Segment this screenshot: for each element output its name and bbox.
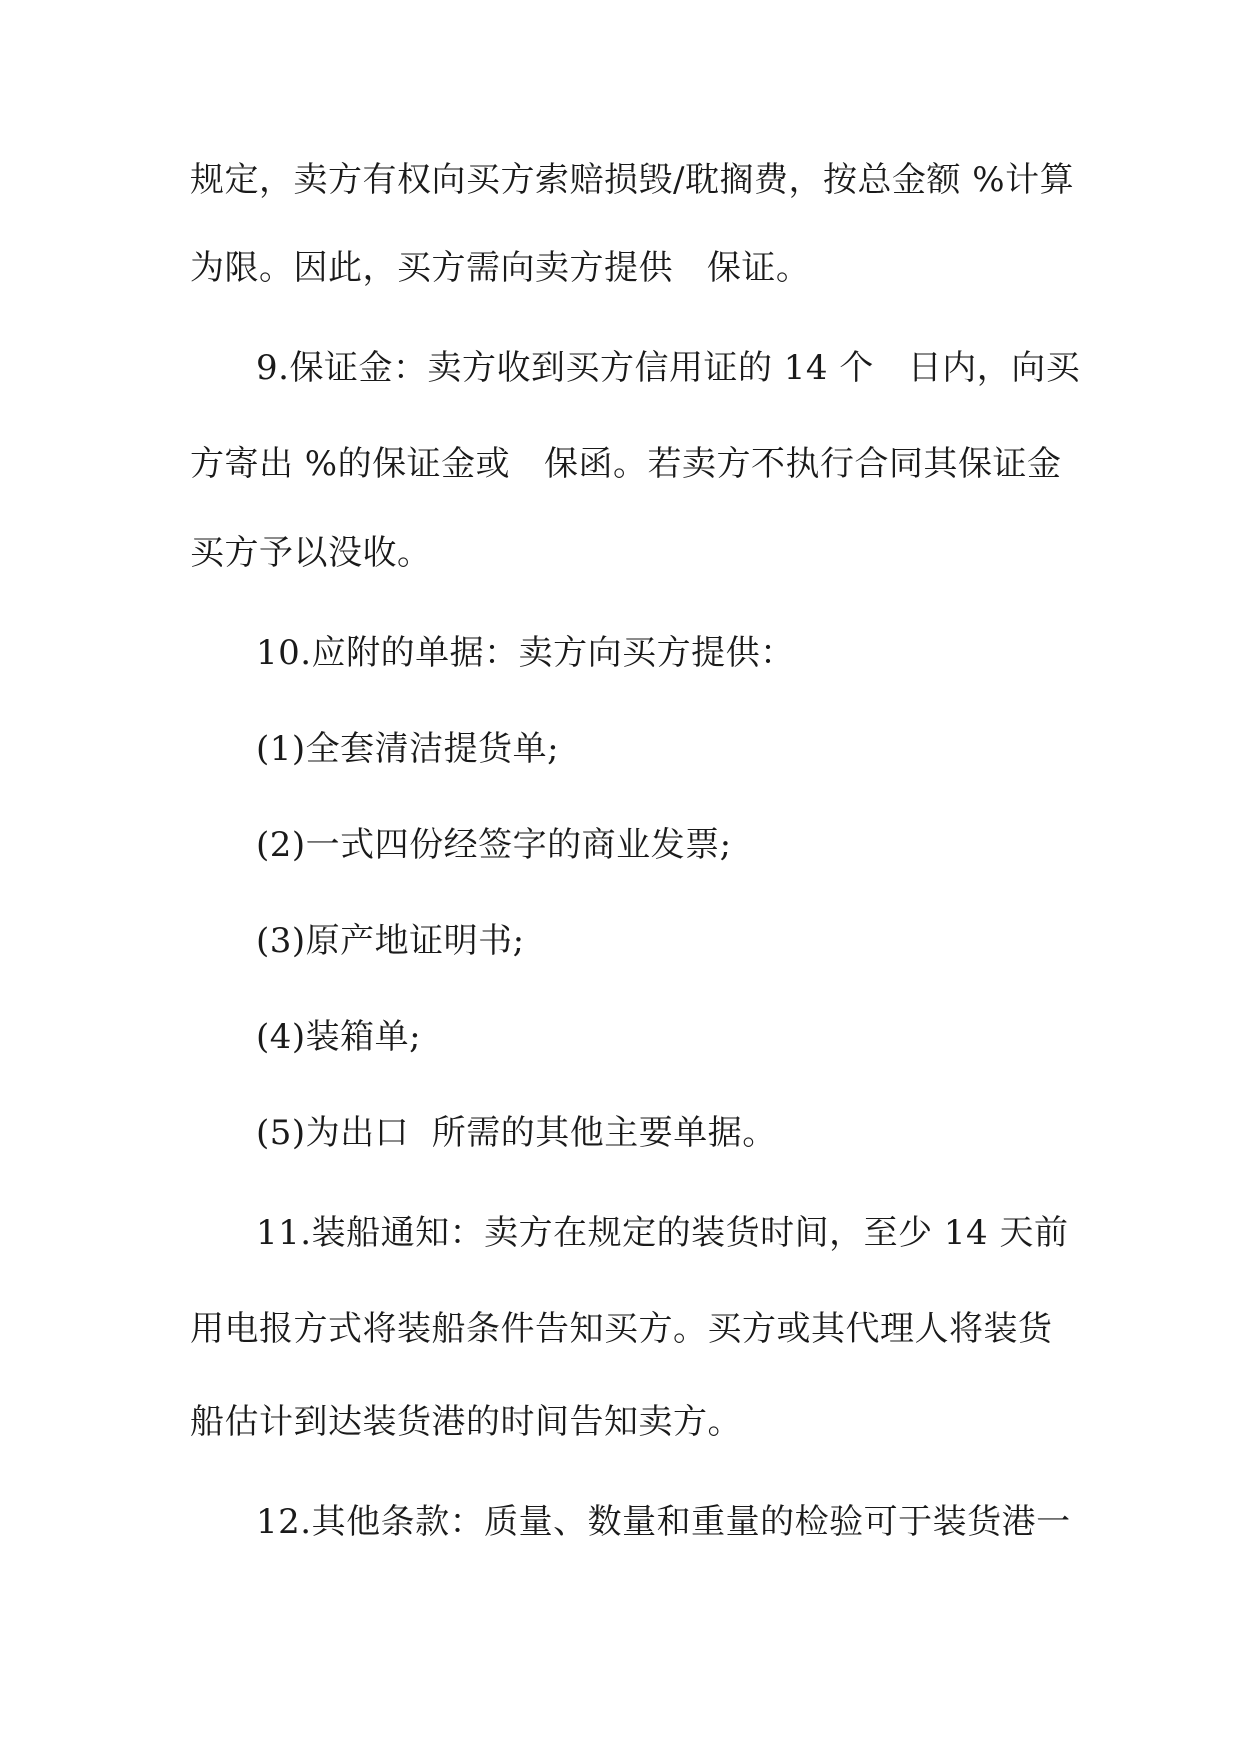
list-item: (5)为出口 所需的其他主要单据。 bbox=[256, 1113, 777, 1153]
clause-12-line: 12.其他条款：质量、数量和重量的检验可于装货港一 bbox=[256, 1502, 1071, 1542]
clause-10-line: 10.应附的单据：卖方向买方提供： bbox=[256, 633, 795, 673]
paragraph-line: 船估计到达装货港的时间告知卖方。 bbox=[190, 1402, 742, 1442]
paragraph-line: 用电报方式将装船条件告知买方。买方或其代理人将装货 bbox=[190, 1309, 1053, 1349]
list-item: (4)装箱单; bbox=[256, 1017, 422, 1057]
clause-9-line: 9.保证金：卖方收到买方信用证的 14 个 日内，向买 bbox=[256, 348, 1081, 388]
paragraph-line: 规定，卖方有权向买方索赔损毁/耽搁费，按总金额 %计算 bbox=[190, 160, 1075, 200]
paragraph-line: 为限。因此，买方需向卖方提供 保证。 bbox=[190, 248, 811, 288]
list-item: (3)原产地证明书; bbox=[256, 921, 525, 961]
clause-11-line: 11.装船通知：卖方在规定的装货时间，至少 14 天前 bbox=[256, 1213, 1069, 1253]
list-item: (2)一式四份经签字的商业发票; bbox=[256, 825, 732, 865]
list-item: (1)全套清洁提货单; bbox=[256, 729, 560, 769]
paragraph-line: 买方予以没收。 bbox=[190, 533, 432, 573]
paragraph-line: 方寄出 %的保证金或 保函。若卖方不执行合同其保证金 bbox=[190, 444, 1062, 484]
